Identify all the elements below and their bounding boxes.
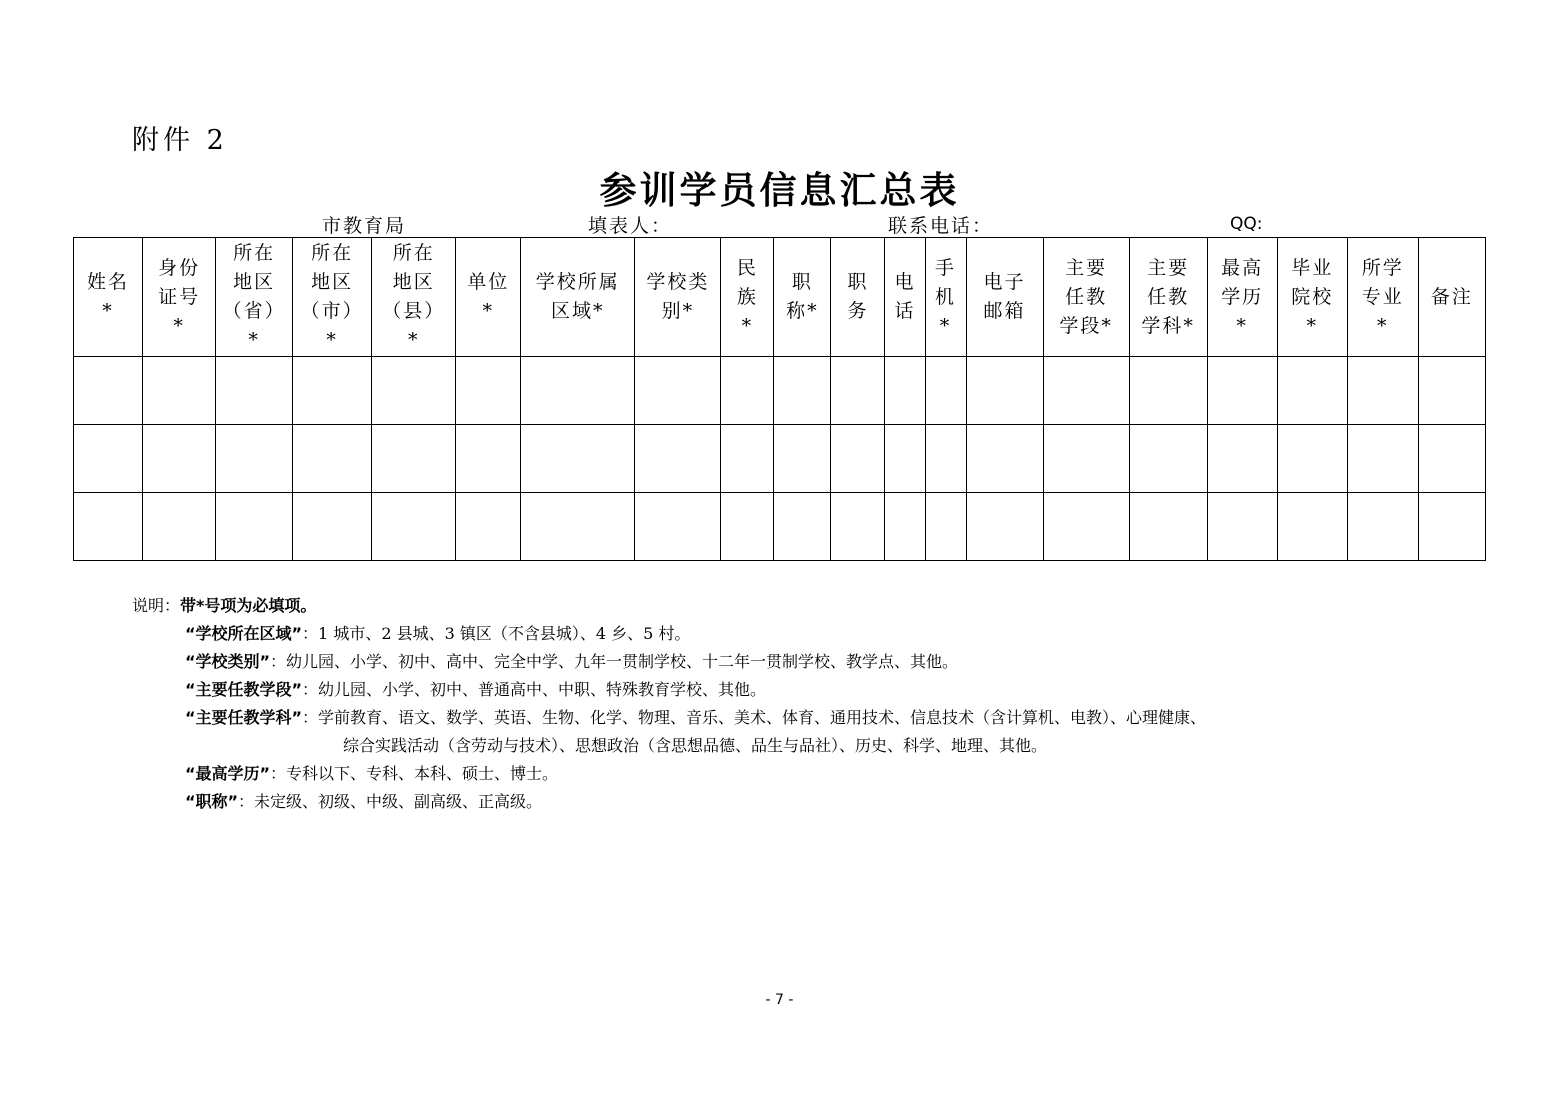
table-cell[interactable]	[1043, 357, 1129, 425]
table-cell[interactable]	[456, 493, 521, 561]
table-cell[interactable]	[925, 357, 966, 425]
bureau-label: 市教育局	[322, 215, 407, 237]
table-cell[interactable]	[966, 357, 1043, 425]
col-position: 职 务	[831, 238, 885, 357]
table-cell[interactable]	[635, 425, 721, 493]
col-education: 最高 学历 *	[1207, 238, 1277, 357]
table-cell[interactable]	[1347, 425, 1418, 493]
note-title: “职称”：未定级、初级、中级、副高级、正高级。	[185, 792, 543, 811]
table-cell[interactable]	[635, 357, 721, 425]
table-cell[interactable]	[74, 493, 143, 561]
table-cell[interactable]	[293, 357, 372, 425]
table-cell[interactable]	[721, 425, 774, 493]
table-cell[interactable]	[521, 493, 635, 561]
filler-label: 填表人：	[588, 215, 673, 237]
trainee-info-table	[73, 237, 1486, 561]
table-cell[interactable]	[885, 425, 925, 493]
table-cell[interactable]	[293, 425, 372, 493]
col-province: 所在 地区 （省） *	[216, 238, 293, 357]
col-teaching-subject: 主要 任教 学科*	[1129, 238, 1207, 357]
table-cell[interactable]	[721, 357, 774, 425]
table-cell[interactable]	[1277, 425, 1347, 493]
table-row	[74, 425, 1486, 493]
table-cell[interactable]	[456, 357, 521, 425]
table-row	[74, 493, 1486, 561]
page-title: 参训学员信息汇总表	[599, 169, 960, 212]
notes-intro-label: 说明：	[132, 596, 181, 615]
table-cell[interactable]	[216, 493, 293, 561]
table-cell[interactable]	[885, 493, 925, 561]
col-id-number: 身份 证号 *	[143, 238, 216, 357]
table-cell[interactable]	[1277, 357, 1347, 425]
table-cell[interactable]	[1207, 425, 1277, 493]
col-mobile: 手 机 *	[925, 238, 966, 357]
col-name: 姓名 *	[74, 238, 143, 357]
table-cell[interactable]	[925, 425, 966, 493]
col-email: 电子 邮箱	[966, 238, 1043, 357]
table-cell[interactable]	[1418, 493, 1485, 561]
table-cell[interactable]	[143, 493, 216, 561]
col-teaching-stage: 主要 任教 学段*	[1043, 238, 1129, 357]
col-ethnicity: 民 族 *	[721, 238, 774, 357]
col-school-type: 学校类 别*	[635, 238, 721, 357]
col-remarks: 备注	[1418, 238, 1485, 357]
note-school-type: “学校类别”：幼儿园、小学、初中、高中、完全中学、九年一贯制学校、十二年一贯制学校、教学点、其他。	[185, 652, 959, 671]
table-cell[interactable]	[372, 357, 456, 425]
notes-intro	[132, 592, 1206, 620]
table-row	[74, 357, 1486, 425]
table-cell[interactable]	[774, 357, 831, 425]
table-cell[interactable]	[635, 493, 721, 561]
note-teaching-subject: “主要任教学科”：学前教育、语文、数学、英语、生物、化学、物理、音乐、美术、体育、通用技术、信息技术（含计算机、电教）、心理健康、	[185, 708, 1207, 727]
table-cell[interactable]	[966, 493, 1043, 561]
table-cell[interactable]	[774, 425, 831, 493]
col-title: 职 称*	[774, 238, 831, 357]
table-cell[interactable]	[774, 493, 831, 561]
phone-label: 联系电话：	[888, 215, 994, 237]
table-cell[interactable]	[1129, 357, 1207, 425]
notes-intro-text: 带*号项为必填项。	[180, 596, 317, 615]
col-school-region: 学校所属 区域*	[521, 238, 635, 357]
table-cell[interactable]	[1043, 425, 1129, 493]
table-cell[interactable]	[1347, 357, 1418, 425]
table-cell[interactable]	[885, 357, 925, 425]
note-teaching-stage: “主要任教学段”：幼儿园、小学、初中、普通高中、中职、特殊教育学校、其他。	[185, 680, 767, 699]
table-cell[interactable]	[1207, 357, 1277, 425]
table-cell[interactable]	[293, 493, 372, 561]
table-cell[interactable]	[721, 493, 774, 561]
table-cell[interactable]	[216, 425, 293, 493]
col-graduate-school: 毕业 院校 *	[1277, 238, 1347, 357]
table-cell[interactable]	[966, 425, 1043, 493]
table-cell[interactable]	[1347, 493, 1418, 561]
table-cell[interactable]	[456, 425, 521, 493]
table-cell[interactable]	[143, 357, 216, 425]
col-telephone: 电 话	[885, 238, 925, 357]
table-cell[interactable]	[831, 493, 885, 561]
notes-section	[132, 592, 1206, 816]
col-major: 所学 专业 *	[1347, 238, 1418, 357]
table-cell[interactable]	[831, 357, 885, 425]
table-cell[interactable]	[1129, 425, 1207, 493]
qq-label: QQ:	[1230, 214, 1263, 234]
note-education: “最高学历”：专科以下、专科、本科、硕士、博士。	[185, 764, 559, 783]
table-cell[interactable]	[1418, 425, 1485, 493]
table-cell[interactable]	[1207, 493, 1277, 561]
table-cell[interactable]	[925, 493, 966, 561]
table-cell[interactable]	[831, 425, 885, 493]
table-cell[interactable]	[74, 357, 143, 425]
attachment-label: 附件 2	[132, 125, 228, 156]
table-cell[interactable]	[372, 425, 456, 493]
page-number: - 7 -	[765, 992, 794, 1008]
table-cell[interactable]	[1277, 493, 1347, 561]
table-cell[interactable]	[1129, 493, 1207, 561]
table-cell[interactable]	[74, 425, 143, 493]
table-cell[interactable]	[521, 357, 635, 425]
table-cell[interactable]	[216, 357, 293, 425]
table-cell[interactable]	[143, 425, 216, 493]
table-cell[interactable]	[1418, 357, 1485, 425]
col-unit: 单位 *	[456, 238, 521, 357]
table-cell[interactable]	[521, 425, 635, 493]
table-cell[interactable]	[1043, 493, 1129, 561]
table-cell[interactable]	[372, 493, 456, 561]
note-school-region: “学校所在区域”：1 城市、2 县城、3 镇区（不含县城）、4 乡、5 村。	[185, 624, 691, 643]
col-city: 所在 地区 （市） *	[293, 238, 372, 357]
col-county: 所在 地区 （县） *	[372, 238, 456, 357]
note-teaching-subject-continued: 综合实践活动（含劳动与技术）、思想政治（含思想品德、品生与品社）、历史、科学、地理、其他。	[343, 736, 1048, 755]
table-header-row	[74, 238, 1486, 357]
